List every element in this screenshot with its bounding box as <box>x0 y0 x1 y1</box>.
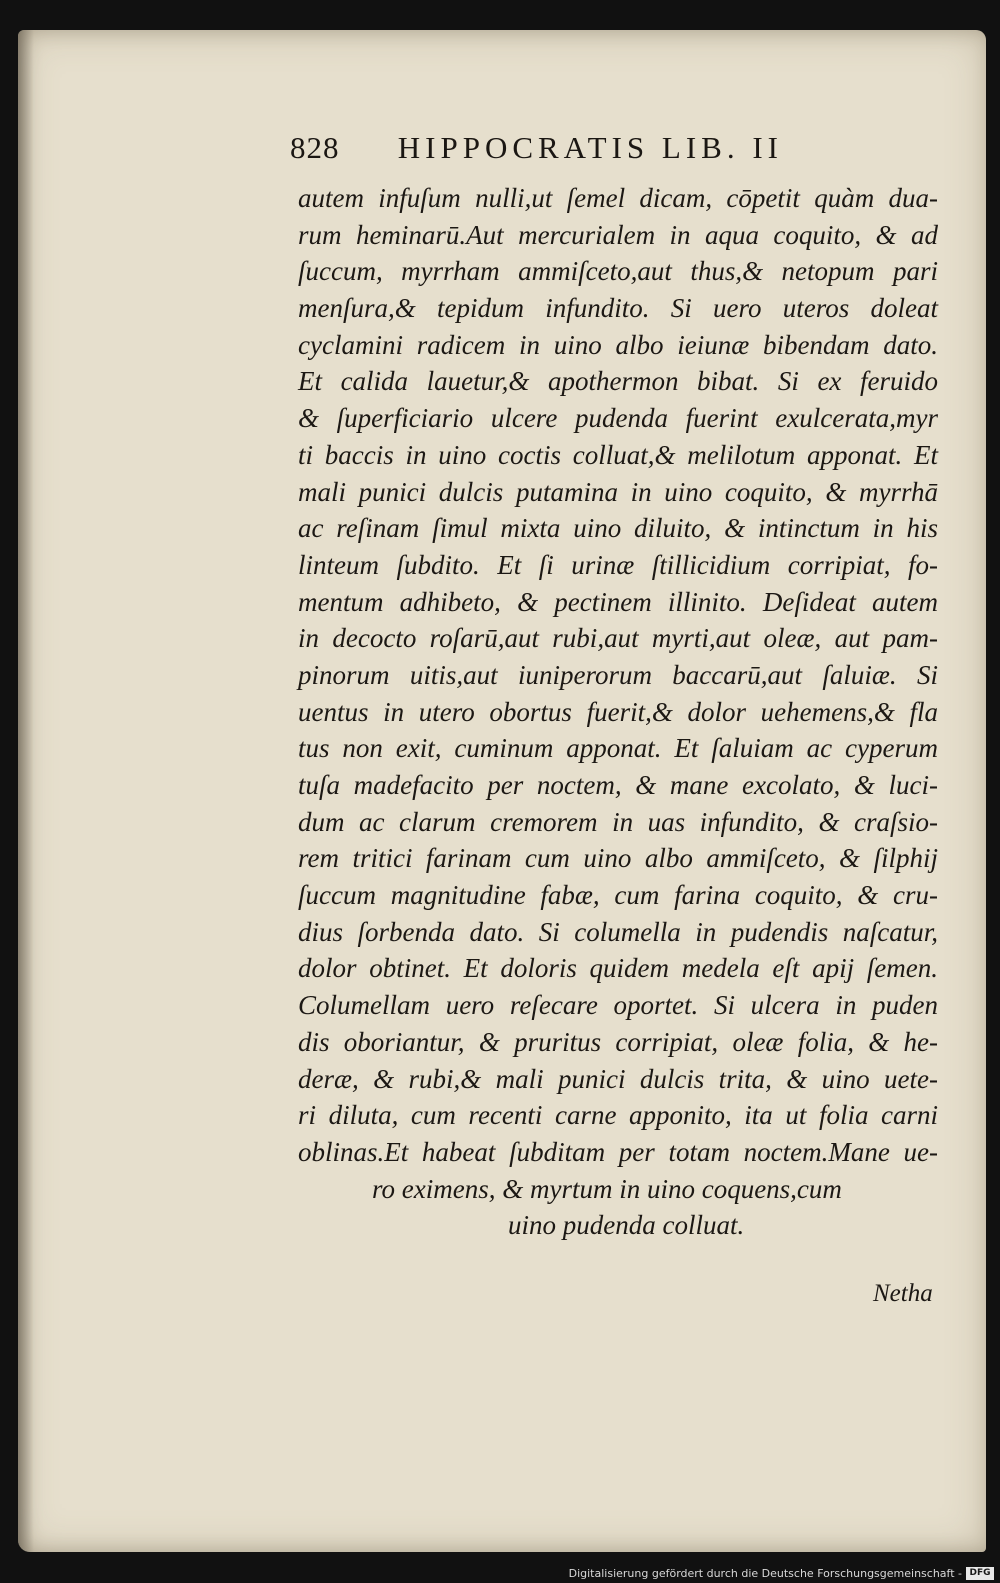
text-line: tus non exit, cuminum apponat. Et ſaluiam ac cyperum <box>298 733 938 764</box>
body-text <box>298 180 938 1244</box>
text-line: uentus in utero obortus fuerit,& dolor uehemens,& fla <box>298 696 938 727</box>
text-line: deræ, & rubi,& mali punici dulcis trita, & uino uete- <box>298 1063 938 1094</box>
text-line: mali punici dulcis putamina in uino coquito, & myrrhā <box>298 476 938 507</box>
dfg-logo: DFG <box>966 1567 994 1580</box>
text-line: cyclamini radicem in uino albo ieiunæ bibendam dato. <box>298 329 938 360</box>
text-line: pinorum uitis,aut iuniperorum baccarū,aut ſaluiæ. Si <box>298 659 938 690</box>
text-line: uino pudenda colluat. <box>508 1210 745 1241</box>
text-line: Et calida lauetur,& apothermon bibat. Si ex feruido <box>298 366 938 397</box>
text-line: dius ſorbenda dato. Si columella in pudendis naſcatur, <box>298 916 938 947</box>
catchword: Netha <box>873 1280 933 1307</box>
text-line: menſura,& tepidum infundito. Si uero uteros doleat <box>298 293 938 324</box>
text-line: tuſa madefacito per noctem, & mane excolato, & luci- <box>298 770 938 800</box>
text-line: dum ac clarum cremorem in uas infundito, & craſsio- <box>298 806 938 837</box>
text-line: ri diluta, cum recenti carne apponito, ita ut folia carni <box>298 1100 938 1131</box>
text-line: rem tritici farinam cum uino albo ammiſceto, & ſilphij <box>298 843 938 874</box>
running-title: HIPPOCRATIS LIB. II <box>397 130 783 165</box>
book-page <box>18 30 986 1552</box>
text-line: rum heminarū.Aut mercurialem in aqua coquito, & ad <box>298 219 938 250</box>
text-line: ſuccum magnitudine fabæ, cum farina coquito, & cru- <box>298 880 938 911</box>
text-line: oblinas.Et habeat ſubditam per totam noctem.Mane ue- <box>298 1136 938 1167</box>
text-line: & ſuperficiario ulcere pudenda fuerint exulcerata,myr <box>298 403 938 434</box>
page-number: 828 <box>290 130 340 165</box>
text-line: in decocto roſarū,aut rubi,aut myrti,aut oleæ, aut pam- <box>298 623 938 654</box>
text-line: Columellam uero reſecare oportet. Si ulcera in puden <box>298 990 938 1021</box>
text-line: ti baccis in uino coctis colluat,& melilotum apponat. Et <box>298 439 938 470</box>
text-line: mentum adhibeto, & pectinem illinito. Deſideat autem <box>298 586 938 617</box>
text-line: ſuccum, myrrham ammiſceto,aut thus,& netopum pari <box>298 256 938 287</box>
text-line: dis oboriantur, & pruritus corripiat, oleæ folia, & he- <box>298 1026 938 1057</box>
text-line: linteum ſubdito. Et ſi urinæ ſtillicidium corripiat, fo- <box>298 549 938 580</box>
digitization-credit: Digitalisierung gefördert durch die Deutsche Forschungsgemeinschaft - <box>568 1567 962 1580</box>
text-line: ro eximens, & myrtum in uino coquens,cum <box>372 1173 842 1204</box>
text-line: autem infuſum nulli,ut ſemel dicam, cōpetit quàm dua- <box>298 183 938 213</box>
text-line: ac reſinam ſimul mixta uino diluito, & intinctum in his <box>298 513 938 544</box>
text-line: dolor obtinet. Et doloris quidem medela eſt apij ſemen. <box>298 953 938 984</box>
running-header <box>290 130 910 170</box>
